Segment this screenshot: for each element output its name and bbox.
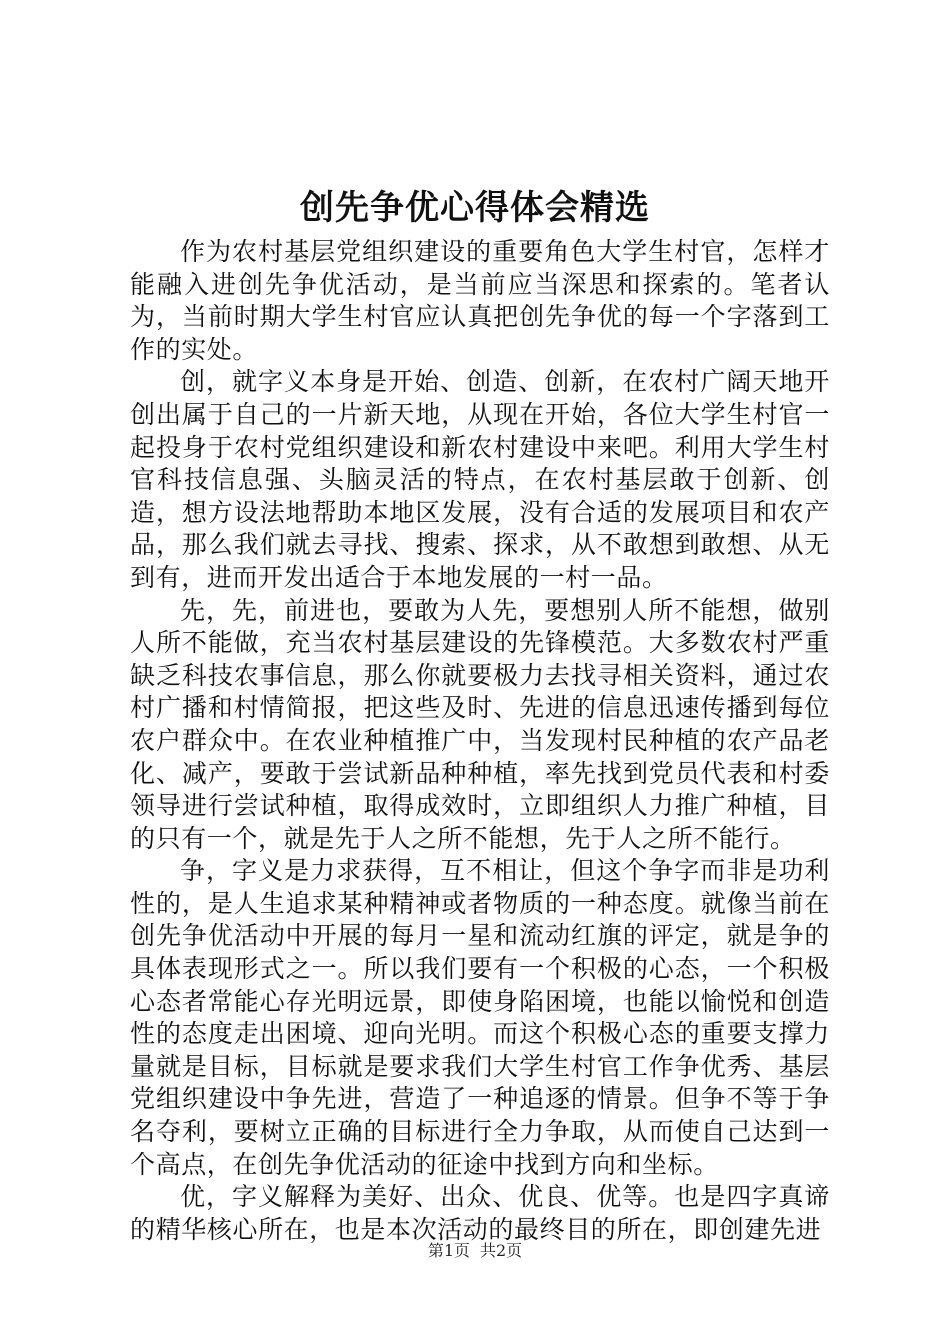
page-title: 创先争优心得体会精选 [300,188,650,228]
paragraph-you: 优，字义解释为美好、出众、优良、优等。也是四字真谛的精华核心所在，也是本次活动的最终目的所在，即创建先进 [130,1182,830,1244]
paragraph-zheng: 争，字义是力求获得，互不相让，但这个争字而非是功利性的，是人生追求某种精神或者物质的一种态度。就像当前在创先争优活动中开展的每月一星和流动红旗的评定，就是争的具体表现形式之一。所以我们要有一个积极的心态，一个积极心态者常能心存光明远景，即使身陷困境，也能以愉悦和创造性的态度走出困境、迎向光明。而这个积极心态的重要支撑力量就是目标，目标就是要求我们大学生村官工作争优秀、基层党组织建设中争先进，营造了一种追逐的情景。但争不等于争名夺利，要树立正确的目标进行全力争取，从而使自己达到一个高点，在创先争优活动的征途中找到方向和坐标。 [130,856,830,1179]
paragraph-chuang: 创，就字义本身是开始、创造、创新，在农村广阔天地开创出属于自己的一片新天地，从现在开始，各位大学生村官一起投身于农村党组织建设和新农村建设中来吧。利用大学生村官科技信息强、头脑灵活的特点，在农村基层敢于创新、创造，想方设法地帮助本地区发展，没有合适的发展项目和农产品，那么我们就去寻找、搜索、探求，从不敢想到敢想、从无到有，进而开发出适合于本地发展的一村一品。 [130,367,830,592]
document-body [130,236,830,1246]
page-number: 第1页 [427,1241,470,1260]
page-total: 共2页 [480,1241,523,1260]
paragraph-xian: 先，先，前进也，要敢为人先，要想别人所不能想，做别人所不能做，充当农村基层建设的先锋模范。大多数农村严重缺乏科技农事信息，那么你就要极力去找寻相关资料，通过农村广播和村情简报，把这些及时、先进的信息迅速传播到每位农户群众中。在农业种植推广中，当发现村民种植的农产品老化、减产，要敢于尝试新品种种植，率先找到党员代表和村委领导进行尝试种植，取得成效时，立即组织人力推广种植，目的只有一个，就是先于人之所不能想，先于人之所不能行。 [130,595,830,853]
page-footer [0,1240,950,1262]
paragraph-intro: 作为农村基层党组织建设的重要角色大学生村官，怎样才能融入进创先争优活动，是当前应当深思和探索的。笔者认为，当前时期大学生村官应认真把创先争优的每一个字落到工作的实处。 [130,237,830,364]
